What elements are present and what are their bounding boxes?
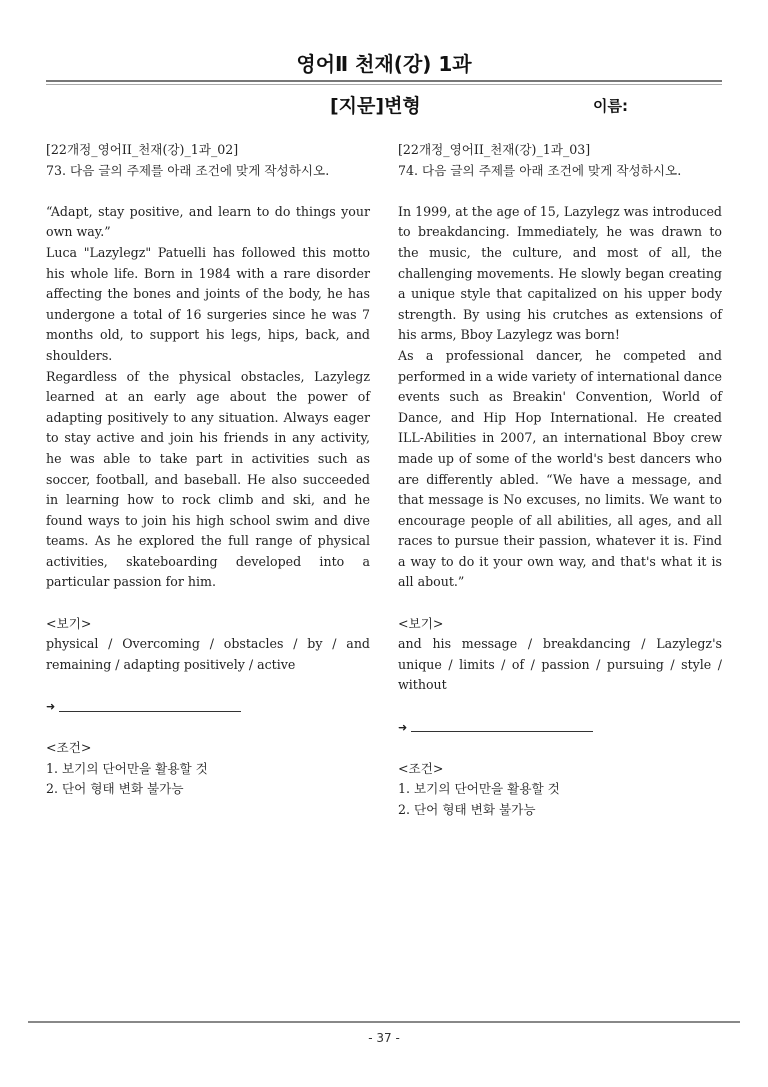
answer-line — [46, 696, 370, 718]
question-73-column — [46, 140, 370, 800]
condition-item: 1. 보기의 단어만을 활용할 것 — [46, 760, 208, 776]
condition-item: 2. 단어 형태 변화 불가능 — [46, 781, 184, 797]
conditions-label: <조건> — [398, 760, 444, 776]
header-rule-thin — [46, 84, 722, 85]
arrow-icon: ➜ — [46, 700, 56, 714]
page-number: - 37 - — [368, 1031, 400, 1045]
question-74-column — [398, 140, 722, 821]
bogi-label: <보기> — [46, 615, 92, 631]
passage-paragraph: Luca "Lazylegz" Patuelli has followed this motto his whole life. Born in 1984 with a rare disorder affecting the bones and joints of the body, he has undergone a total of 16 surgeries since he was 7 months old, to support his legs, hips, back, and shoulders. — [46, 244, 370, 363]
page-title: 영어Ⅱ 천재(강) 1과 — [296, 52, 472, 76]
question-prompt: 74. 다음 글의 주제를 아래 조건에 맞게 작성하시오. — [398, 162, 682, 178]
arrow-icon: ➜ — [398, 720, 408, 734]
footer-rule — [28, 1021, 740, 1023]
bogi-words: and his message / breakdancing / Lazylegz's unique / limits / of / passion / pursuing / style / without — [398, 636, 722, 693]
passage-paragraph: As a professional dancer, he competed and performed in a wide variety of international dance events such as Breakin' Convention, World of Dance, and Hip Hop International. He created ILL-Abilities in 2007, an international Bboy crew made up of some of the world's best dancers who are differently abled. “We have a message, and that message is No excuses, no limits. We want to encourage people of all abilities, all ages, and all races to pursue their passion, whatever it is. Find a way to do it your own way, and that's what it is all about.” — [398, 347, 722, 590]
page-subtitle: [지문]변형 — [330, 95, 421, 117]
passage-paragraph: Regardless of the physical obstacles, Lazylegz learned at an early age about the power of adapting positively to any situation. Always eager to stay active and join his friends in any activity, he was able to take part in activities such as soccer, football, and baseball. He also succeeded in learning how to rock climb and ski, and he found ways to join his high school swim and dive teams. As he explored the full range of physical activities, skateboarding developed into a particular passion for him. — [46, 368, 370, 590]
question-source: [22개정_영어II_천재(강)_1과_03] — [398, 142, 591, 157]
conditions-label: <조건> — [46, 740, 92, 756]
answer-line — [398, 717, 722, 739]
header-rule — [46, 80, 722, 82]
bogi-words: physical / Overcoming / obstacles / by / and remaining / adapting positively / active — [46, 636, 370, 672]
passage-paragraph: “Adapt, stay positive, and learn to do things your own way.” — [46, 203, 370, 240]
condition-item: 2. 단어 형태 변화 불가능 — [398, 802, 536, 817]
answer-blank — [411, 722, 593, 732]
passage-paragraph: In 1999, at the age of 15, Lazylegz was introduced to breakdancing. Immediately, he was drawn to the music, the culture, and most of all, the challenging movements. He slowly began creating a unique style that capitalized on his upper body strength. By using his crutches as extensions of his arms, Bboy Lazylegz was born! — [398, 203, 722, 343]
question-prompt: 73. 다음 글의 주제를 아래 조건에 맞게 작성하시오. — [46, 162, 330, 178]
answer-blank — [59, 702, 241, 712]
condition-item: 1. 보기의 단어만을 활용할 것 — [398, 781, 560, 797]
bogi-label: <보기> — [398, 615, 444, 631]
name-label: 이름: — [593, 97, 628, 115]
question-source: [22개정_영어II_천재(강)_1과_02] — [46, 142, 239, 157]
